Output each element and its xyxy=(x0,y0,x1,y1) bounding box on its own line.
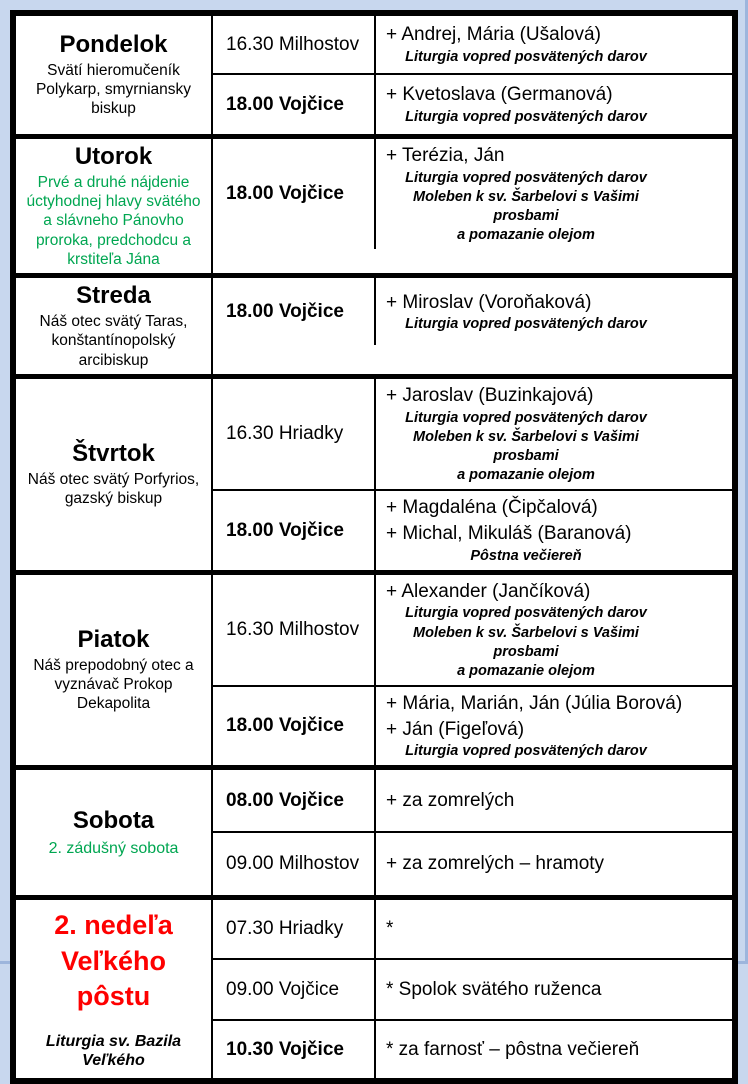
service-row xyxy=(213,139,732,249)
day-slots xyxy=(213,770,732,895)
day-slots xyxy=(213,16,732,134)
day-slots xyxy=(213,278,732,374)
service-row xyxy=(213,900,732,960)
time-cell: 16.30 Milhostov xyxy=(213,575,376,685)
service-row xyxy=(213,379,732,491)
day-subtitle: Náš prepodobný otec a vyznávač Prokop Dekapolita xyxy=(33,656,194,713)
service-row xyxy=(213,1021,732,1078)
liturgy-note: Moleben k sv. Šarbelovi s Vašimi prosbami xyxy=(413,428,639,465)
service-row xyxy=(213,278,732,345)
day-slots xyxy=(213,139,732,273)
day-subtitle: 2. zádušný sobota xyxy=(48,839,179,857)
time-cell: 16.30 Hriadky xyxy=(213,379,376,489)
intention-cell xyxy=(376,75,732,134)
liturgy-note: Liturgia vopred posvätených darov xyxy=(405,316,647,333)
time-cell: 10.30 Vojčice xyxy=(213,1021,376,1078)
day-cell xyxy=(16,770,213,895)
time-cell: 16.30 Milhostov xyxy=(213,16,376,73)
day-liturgy-note: Liturgia sv. Bazila Veľkého xyxy=(45,1032,182,1069)
day-title: 2. nedeľa Veľkého pôstu xyxy=(54,910,173,1011)
intention-line: + za zomrelých – hramoty xyxy=(386,853,605,875)
intention-line: + Alexander (Jančíková) xyxy=(386,580,591,602)
day-row-nedela xyxy=(16,900,732,1078)
time-cell: 18.00 Vojčice xyxy=(213,687,376,765)
day-cell xyxy=(16,278,213,374)
service-row xyxy=(213,770,732,833)
intention-line: + Mária, Marián, Ján (Júlia Borová) xyxy=(386,692,683,714)
day-cell xyxy=(16,900,213,1078)
intention-cell xyxy=(376,833,732,895)
intention-line: + Ján (Figeľová) xyxy=(386,718,525,740)
service-row xyxy=(213,16,732,75)
liturgy-note: Liturgia vopred posvätených darov xyxy=(405,409,647,426)
time-cell: 09.00 Milhostov xyxy=(213,833,376,895)
liturgical-schedule-table xyxy=(10,10,738,1084)
day-cell xyxy=(16,139,213,273)
service-row xyxy=(213,960,732,1021)
liturgy-note: Pôstna večiereň xyxy=(470,547,582,564)
intention-cell xyxy=(376,687,732,765)
day-subtitle: Náš otec svätý Taras, konštantínopolský arcibiskup xyxy=(39,313,188,369)
liturgy-note: Liturgia vopred posvätených darov xyxy=(405,48,647,65)
liturgy-note: Liturgia vopred posvätených darov xyxy=(405,169,647,186)
intention-line: + Michal, Mikuláš (Baranová) xyxy=(386,522,632,544)
liturgy-note: a pomazanie olejom xyxy=(457,662,595,679)
time-cell: 07.30 Hriadky xyxy=(213,900,376,958)
day-slots xyxy=(213,575,732,766)
day-cell xyxy=(16,575,213,766)
intention-line: * xyxy=(386,918,394,940)
day-subtitle: Náš otec svätý Porfyrios, gazský biskup xyxy=(27,470,200,508)
intention-line: + Miroslav (Voroňaková) xyxy=(386,291,592,313)
day-title: Piatok xyxy=(77,626,150,654)
liturgy-note: Moleben k sv. Šarbelovi s Vašimi prosbami xyxy=(413,624,639,660)
intention-line: + Terézia, Ján xyxy=(386,145,505,166)
time-cell: 18.00 Vojčice xyxy=(213,139,376,249)
day-row-streda xyxy=(16,278,732,379)
time-cell: 18.00 Vojčice xyxy=(213,75,376,134)
intention-cell xyxy=(376,379,732,489)
time-cell: 18.00 Vojčice xyxy=(213,278,376,345)
intention-line: + za zomrelých xyxy=(386,789,515,811)
day-row-piatok xyxy=(16,575,732,771)
day-title: Utorok xyxy=(74,143,153,170)
day-title: Pondelok xyxy=(59,31,168,59)
intention-cell xyxy=(376,278,732,345)
time-cell: 08.00 Vojčice xyxy=(213,770,376,831)
liturgy-note: Liturgia vopred posvätených darov xyxy=(405,743,647,760)
day-row-pondelok xyxy=(16,16,732,139)
intention-cell xyxy=(376,900,732,958)
day-row-stvrtok xyxy=(16,379,732,575)
intention-line: * Spolok svätého ruženca xyxy=(386,978,602,1000)
day-title: Sobota xyxy=(72,806,155,834)
time-cell: 18.00 Vojčice xyxy=(213,491,376,569)
liturgy-note: a pomazanie olejom xyxy=(457,467,595,484)
intention-line: + Kvetoslava (Germanová) xyxy=(386,84,613,106)
day-cell xyxy=(16,16,213,134)
day-row-utorok xyxy=(16,139,732,278)
service-row xyxy=(213,491,732,569)
liturgy-note: Liturgia vopred posvätených darov xyxy=(405,605,647,622)
day-subtitle: Prvé a druhé nájdenie úctyhodnej hlavy svätého a slávneho Pánovho proroka, predchodcu a krstiteľa Jána xyxy=(26,173,201,269)
intention-cell xyxy=(376,491,732,569)
day-subtitle: Svätí hieromučeník Polykarp, smyrniansky biskup xyxy=(35,61,192,118)
day-row-sobota xyxy=(16,770,732,900)
intention-line: * za farnosť – pôstna večiereň xyxy=(386,1038,640,1060)
liturgy-note: Liturgia vopred posvätených darov xyxy=(405,108,647,125)
day-cell xyxy=(16,379,213,570)
day-title: Streda xyxy=(76,282,151,310)
day-title: Štvrtok xyxy=(72,440,155,468)
liturgy-note: Moleben k sv. Šarbelovi s Vašimi prosbami xyxy=(413,188,639,224)
intention-line: + Jaroslav (Buzinkajová) xyxy=(386,385,594,407)
liturgy-note: a pomazanie olejom xyxy=(457,227,595,244)
intention-line: + Andrej, Mária (Ušalová) xyxy=(386,24,601,46)
intention-cell xyxy=(376,770,732,831)
service-row xyxy=(213,575,732,687)
intention-cell xyxy=(376,960,732,1019)
intention-line: + Magdaléna (Čipčalová) xyxy=(386,497,598,519)
day-slots xyxy=(213,900,732,1078)
intention-cell xyxy=(376,1021,732,1078)
service-row xyxy=(213,687,732,765)
time-cell: 09.00 Vojčice xyxy=(213,960,376,1019)
service-row xyxy=(213,833,732,895)
intention-cell xyxy=(376,575,732,685)
service-row xyxy=(213,75,732,134)
intention-cell xyxy=(376,139,732,249)
intention-cell xyxy=(376,16,732,73)
day-slots xyxy=(213,379,732,570)
